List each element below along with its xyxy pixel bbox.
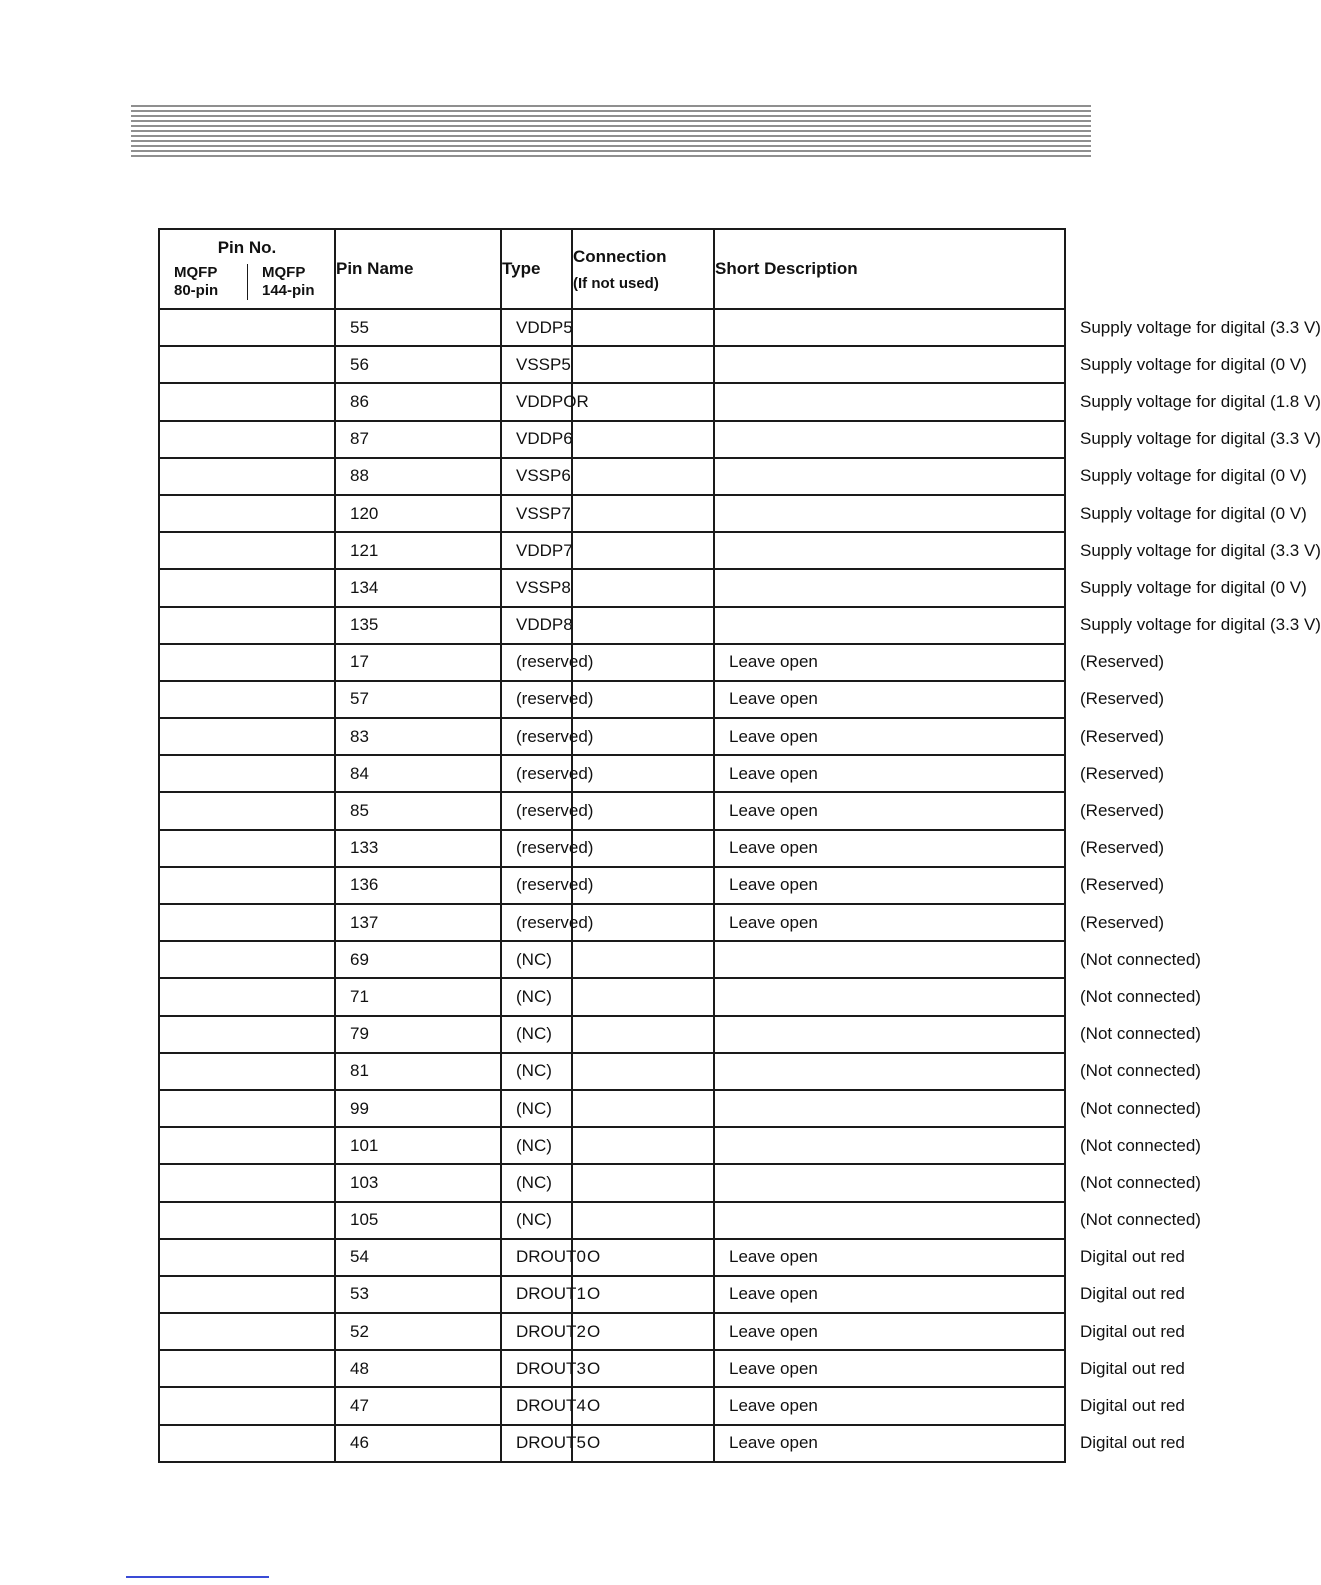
- cell-pin-80: [159, 383, 335, 420]
- cell-connection: [714, 978, 1065, 1015]
- table-row: 135 VDDP8 Supply voltage for digital (3.3 V): [159, 607, 1065, 644]
- cell-connection: [714, 346, 1065, 383]
- header-pin-name: [335, 229, 501, 309]
- cell-type: [572, 792, 714, 829]
- table-row: 121 VDDP7 Supply voltage for digital (3.3 V): [159, 532, 1065, 569]
- cell-pin-80: [159, 755, 335, 792]
- cell-pin-80: [159, 644, 335, 681]
- cell-pin-144: 81: [335, 1053, 501, 1090]
- header-stripe-bar: [131, 105, 1091, 158]
- cell-connection: Leave open: [714, 792, 1065, 829]
- cell-connection: Leave open: [714, 644, 1065, 681]
- table-row: 85 (reserved) Leave open (Reserved): [159, 792, 1065, 829]
- cell-type: [572, 755, 714, 792]
- cell-connection: [714, 383, 1065, 420]
- table-row: 54 DROUT0 O Leave open Digital out red: [159, 1239, 1065, 1276]
- cell-type: [572, 495, 714, 532]
- cell-pin-144: 99: [335, 1090, 501, 1127]
- header-pin-no-title: Pin No.: [217, 238, 277, 257]
- table-row: 103 (NC) (Not connected): [159, 1164, 1065, 1201]
- cell-type: [572, 1090, 714, 1127]
- header-mqfp-144-line2: 144-pin: [262, 282, 315, 299]
- cell-pin-name: (NC): [501, 1016, 572, 1053]
- cell-connection: [714, 421, 1065, 458]
- cell-type: [572, 718, 714, 755]
- bottom-link-underline: [126, 1576, 269, 1578]
- cell-pin-name: (reserved): [501, 681, 572, 718]
- cell-pin-80: [159, 1127, 335, 1164]
- cell-pin-144: 135: [335, 607, 501, 644]
- cell-pin-name: VDDP5: [501, 309, 572, 346]
- cell-pin-80: [159, 904, 335, 941]
- cell-pin-name: DROUT5: [501, 1425, 572, 1462]
- cell-pin-144: 103: [335, 1164, 501, 1201]
- cell-pin-name: (NC): [501, 1090, 572, 1127]
- cell-type: [572, 978, 714, 1015]
- cell-pin-name: (reserved): [501, 830, 572, 867]
- table-row: 81 (NC) (Not connected): [159, 1053, 1065, 1090]
- table-row: 101 (NC) (Not connected): [159, 1127, 1065, 1164]
- cell-connection: [714, 941, 1065, 978]
- cell-pin-80: [159, 1202, 335, 1239]
- cell-connection: [714, 1053, 1065, 1090]
- cell-type: [572, 421, 714, 458]
- cell-pin-80: [159, 1425, 335, 1462]
- cell-pin-80: [159, 681, 335, 718]
- table-row: 86 VDDPOR Supply voltage for digital (1.8 V): [159, 383, 1065, 420]
- cell-connection: [714, 1164, 1065, 1201]
- cell-pin-80: [159, 569, 335, 606]
- cell-type: [572, 941, 714, 978]
- cell-type: [572, 346, 714, 383]
- cell-connection: Leave open: [714, 1350, 1065, 1387]
- cell-type: [572, 867, 714, 904]
- table-row: 71 (NC) (Not connected): [159, 978, 1065, 1015]
- cell-type: [572, 1202, 714, 1239]
- cell-pin-80: [159, 1350, 335, 1387]
- pin-table: [158, 228, 1321, 1463]
- cell-pin-80: [159, 978, 335, 1015]
- cell-pin-144: 54: [335, 1239, 501, 1276]
- cell-pin-name: (NC): [501, 1202, 572, 1239]
- cell-pin-144: 88: [335, 458, 501, 495]
- cell-pin-name: (reserved): [501, 644, 572, 681]
- table-row: 136 (reserved) Leave open (Reserved): [159, 867, 1065, 904]
- cell-connection: Leave open: [714, 867, 1065, 904]
- cell-connection: [714, 458, 1065, 495]
- cell-connection: [714, 1016, 1065, 1053]
- cell-type: [572, 830, 714, 867]
- cell-pin-80: [159, 1164, 335, 1201]
- header-type-label: Type: [502, 259, 541, 278]
- cell-pin-80: [159, 830, 335, 867]
- cell-pin-name: VSSP7: [501, 495, 572, 532]
- cell-type: O: [572, 1276, 714, 1313]
- cell-pin-144: 101: [335, 1127, 501, 1164]
- cell-pin-144: 120: [335, 495, 501, 532]
- cell-pin-name: (NC): [501, 978, 572, 1015]
- cell-pin-name: (reserved): [501, 867, 572, 904]
- cell-pin-80: [159, 1090, 335, 1127]
- cell-pin-144: 136: [335, 867, 501, 904]
- cell-connection: [714, 1202, 1065, 1239]
- cell-pin-144: 121: [335, 532, 501, 569]
- table-row: 83 (reserved) Leave open (Reserved): [159, 718, 1065, 755]
- cell-pin-144: 57: [335, 681, 501, 718]
- table-row: 17 (reserved) Leave open (Reserved): [159, 644, 1065, 681]
- cell-type: O: [572, 1239, 714, 1276]
- cell-pin-144: 53: [335, 1276, 501, 1313]
- cell-pin-144: 69: [335, 941, 501, 978]
- cell-pin-name: (NC): [501, 941, 572, 978]
- table-row: 79 (NC) (Not connected): [159, 1016, 1065, 1053]
- cell-pin-name: VSSP6: [501, 458, 572, 495]
- header-connection-label: Connection: [573, 246, 667, 266]
- cell-type: [572, 309, 714, 346]
- cell-connection: Leave open: [714, 1313, 1065, 1350]
- cell-type: [572, 1053, 714, 1090]
- cell-pin-80: [159, 792, 335, 829]
- cell-connection: Leave open: [714, 1276, 1065, 1313]
- table-row: 87 VDDP6 Supply voltage for digital (3.3 V): [159, 421, 1065, 458]
- cell-pin-name: (reserved): [501, 904, 572, 941]
- cell-pin-144: 48: [335, 1350, 501, 1387]
- cell-type: [572, 1016, 714, 1053]
- cell-pin-name: DROUT2: [501, 1313, 572, 1350]
- table-row: 137 (reserved) Leave open (Reserved): [159, 904, 1065, 941]
- cell-type: [572, 458, 714, 495]
- cell-pin-80: [159, 1239, 335, 1276]
- cell-pin-name: (NC): [501, 1127, 572, 1164]
- cell-pin-name: VDDPOR: [501, 383, 572, 420]
- cell-connection: Leave open: [714, 681, 1065, 718]
- cell-pin-name: DROUT0: [501, 1239, 572, 1276]
- cell-connection: [714, 607, 1065, 644]
- cell-type: [572, 383, 714, 420]
- header-connection: [572, 229, 714, 309]
- cell-pin-144: 55: [335, 309, 501, 346]
- cell-pin-144: 17: [335, 644, 501, 681]
- cell-pin-80: [159, 1276, 335, 1313]
- cell-type: [572, 1164, 714, 1201]
- cell-type: [572, 1127, 714, 1164]
- header-pin-name-label: Pin Name: [336, 259, 414, 278]
- cell-pin-144: 47: [335, 1387, 501, 1424]
- cell-pin-144: 46: [335, 1425, 501, 1462]
- table-row: 99 (NC) (Not connected): [159, 1090, 1065, 1127]
- cell-connection: Leave open: [714, 830, 1065, 867]
- cell-connection: [714, 1127, 1065, 1164]
- cell-connection: [714, 1090, 1065, 1127]
- table-header-row: [159, 229, 1065, 309]
- cell-type: [572, 532, 714, 569]
- header-type: [501, 229, 572, 309]
- cell-connection: Leave open: [714, 755, 1065, 792]
- table-row: 52 DROUT2 O Leave open Digital out red: [159, 1313, 1065, 1350]
- cell-pin-80: [159, 1313, 335, 1350]
- cell-pin-80: [159, 607, 335, 644]
- cell-pin-144: 56: [335, 346, 501, 383]
- cell-connection: Leave open: [714, 718, 1065, 755]
- cell-pin-name: (reserved): [501, 792, 572, 829]
- cell-pin-name: DROUT1: [501, 1276, 572, 1313]
- table-row: 105 (NC) (Not connected): [159, 1202, 1065, 1239]
- table-row: 55 VDDP5 Supply voltage for digital (3.3 V): [159, 309, 1065, 346]
- cell-pin-144: 137: [335, 904, 501, 941]
- cell-connection: [714, 495, 1065, 532]
- cell-pin-name: VDDP8: [501, 607, 572, 644]
- table-row: 56 VSSP5 Supply voltage for digital (0 V): [159, 346, 1065, 383]
- cell-pin-name: (NC): [501, 1053, 572, 1090]
- cell-connection: Leave open: [714, 1425, 1065, 1462]
- cell-pin-name: DROUT3: [501, 1350, 572, 1387]
- table-row: 134 VSSP8 Supply voltage for digital (0 V): [159, 569, 1065, 606]
- cell-pin-144: 79: [335, 1016, 501, 1053]
- header-mqfp-144-line1: MQFP: [262, 264, 306, 281]
- cell-pin-80: [159, 532, 335, 569]
- cell-pin-name: VSSP8: [501, 569, 572, 606]
- header-pin-no: [159, 229, 335, 309]
- cell-pin-80: [159, 1387, 335, 1424]
- header-mqfp-80-line2: 80-pin: [174, 282, 219, 299]
- cell-pin-80: [159, 458, 335, 495]
- cell-pin-80: [159, 867, 335, 904]
- cell-pin-80: [159, 718, 335, 755]
- cell-pin-80: [159, 309, 335, 346]
- header-short-description: [714, 229, 1065, 309]
- header-short-description-label: Short Description: [715, 259, 858, 278]
- cell-pin-name: VSSP5: [501, 346, 572, 383]
- table-row: 48 DROUT3 O Leave open Digital out red: [159, 1350, 1065, 1387]
- cell-type: [572, 569, 714, 606]
- cell-pin-80: [159, 1053, 335, 1090]
- cell-pin-144: 87: [335, 421, 501, 458]
- cell-pin-144: 105: [335, 1202, 501, 1239]
- cell-pin-name: (reserved): [501, 755, 572, 792]
- cell-pin-80: [159, 346, 335, 383]
- cell-pin-80: [159, 421, 335, 458]
- cell-pin-144: 84: [335, 755, 501, 792]
- cell-pin-name: (NC): [501, 1164, 572, 1201]
- cell-connection: Leave open: [714, 1387, 1065, 1424]
- table-row: 133 (reserved) Leave open (Reserved): [159, 830, 1065, 867]
- cell-type: O: [572, 1313, 714, 1350]
- cell-pin-name: (reserved): [501, 718, 572, 755]
- pin-table-body: [159, 309, 1321, 1462]
- table-row: 120 VSSP7 Supply voltage for digital (0 V): [159, 495, 1065, 532]
- cell-type: O: [572, 1387, 714, 1424]
- table-row: 84 (reserved) Leave open (Reserved): [159, 755, 1065, 792]
- cell-pin-80: [159, 1016, 335, 1053]
- cell-pin-name: VDDP6: [501, 421, 572, 458]
- cell-pin-name: DROUT4: [501, 1387, 572, 1424]
- cell-pin-144: 52: [335, 1313, 501, 1350]
- table-row: 57 (reserved) Leave open (Reserved): [159, 681, 1065, 718]
- table-row: 47 DROUT4 O Leave open Digital out red: [159, 1387, 1065, 1424]
- cell-type: O: [572, 1425, 714, 1462]
- cell-pin-80: [159, 941, 335, 978]
- header-mqfp-80-line1: MQFP: [174, 264, 218, 281]
- header-mqfp-144: [247, 264, 334, 300]
- table-row: 53 DROUT1 O Leave open Digital out red: [159, 1276, 1065, 1313]
- cell-pin-144: 134: [335, 569, 501, 606]
- cell-pin-80: [159, 495, 335, 532]
- table-row: 69 (NC) (Not connected): [159, 941, 1065, 978]
- cell-pin-144: 83: [335, 718, 501, 755]
- cell-pin-144: 85: [335, 792, 501, 829]
- cell-pin-144: 86: [335, 383, 501, 420]
- cell-connection: Leave open: [714, 1239, 1065, 1276]
- cell-pin-name: VDDP7: [501, 532, 572, 569]
- cell-pin-144: 71: [335, 978, 501, 1015]
- cell-pin-144: 133: [335, 830, 501, 867]
- cell-connection: [714, 569, 1065, 606]
- cell-connection: Leave open: [714, 904, 1065, 941]
- header-connection-sublabel: (If not used): [573, 274, 659, 292]
- cell-connection: [714, 532, 1065, 569]
- header-mqfp-80: [160, 264, 247, 300]
- cell-type: [572, 607, 714, 644]
- cell-connection: [714, 309, 1065, 346]
- cell-type: [572, 904, 714, 941]
- table-row: 88 VSSP6 Supply voltage for digital (0 V): [159, 458, 1065, 495]
- cell-type: [572, 644, 714, 681]
- table-row: 46 DROUT5 O Leave open Digital out red: [159, 1425, 1065, 1462]
- cell-type: O: [572, 1350, 714, 1387]
- cell-type: [572, 681, 714, 718]
